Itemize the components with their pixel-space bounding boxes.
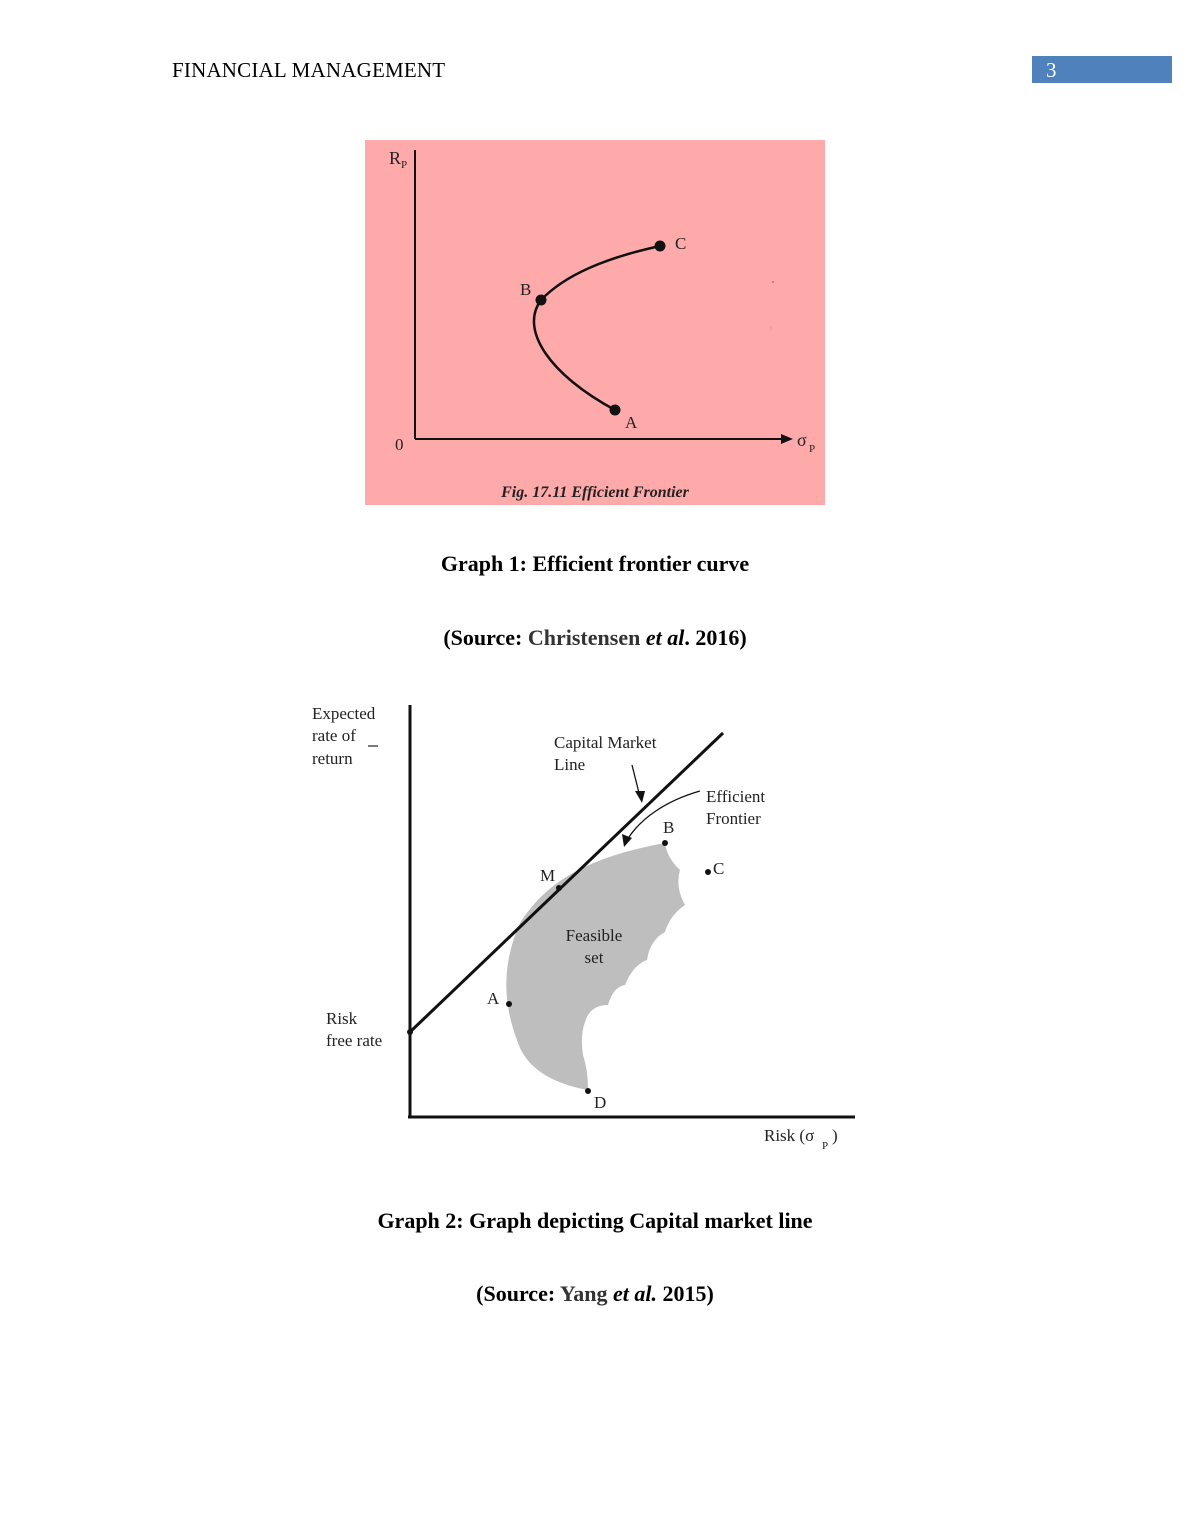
source-etal: et al	[645, 625, 685, 650]
graph2-source	[0, 1281, 1190, 1307]
x-axis-subscript: P	[809, 443, 816, 455]
source-etal: et al.	[613, 1281, 658, 1306]
source-prefix: (Source:	[476, 1281, 560, 1306]
graph2-caption: Graph 2: Graph depicting Capital market line	[377, 1208, 813, 1233]
source-author: Yang	[559, 1281, 614, 1306]
feasible-label-line1: Feasible	[565, 926, 623, 945]
point-d-marker	[585, 1088, 591, 1094]
risk-free-label-line1: Risk	[326, 1009, 358, 1028]
source-year: 2015)	[657, 1281, 714, 1306]
capital-market-line-figure	[295, 695, 870, 1170]
y-axis-label-line3: return	[312, 749, 353, 768]
x-axis-subscript: P	[822, 1140, 829, 1152]
y-axis-label-line1: Expected	[312, 704, 376, 723]
cml-arrowhead	[635, 791, 645, 803]
page-number: 3	[1046, 58, 1057, 82]
point-c-label: C	[675, 234, 687, 253]
x-axis-label-close: )	[832, 1126, 838, 1145]
point-b-marker	[536, 295, 547, 306]
point-b-label: B	[520, 280, 532, 299]
source-author: Christensen	[527, 625, 646, 650]
page-number-badge	[1032, 56, 1172, 83]
point-m-label: M	[540, 866, 556, 885]
source-year: . 2016)	[684, 625, 747, 650]
speck-mark	[772, 281, 774, 283]
x-axis-label: Risk (σ	[764, 1126, 815, 1145]
y-axis-label-line2: rate of	[312, 726, 356, 745]
frontier-label-line2: Frontier	[706, 809, 761, 828]
point-a-label: A	[487, 989, 500, 1008]
graph1-source	[0, 625, 1190, 651]
point-a-marker	[610, 405, 621, 416]
cml-label-line2: Line	[554, 755, 586, 774]
point-b-label: B	[663, 818, 675, 837]
y-axis-subscript: P	[401, 159, 408, 171]
running-header-title: FINANCIAL MANAGEMENT	[172, 58, 446, 82]
point-m-marker	[556, 885, 562, 891]
point-c-marker	[655, 241, 666, 252]
source-prefix: (Source:	[443, 625, 528, 650]
y-axis-label: R	[389, 148, 402, 168]
figure-background	[365, 140, 825, 505]
figure-caption: Fig. 17.11 Efficient Frontier	[501, 484, 689, 501]
feasible-label-line2: set	[584, 948, 604, 967]
cml-label-line1: Capital Market	[554, 733, 657, 752]
risk-free-marker	[407, 1029, 413, 1035]
frontier-label-line1: Efficient	[706, 787, 766, 806]
efficient-frontier-figure	[365, 140, 825, 505]
graph1-caption: Graph 1: Efficient frontier curve	[440, 551, 750, 576]
point-a-marker	[506, 1001, 512, 1007]
risk-free-label-line2: free rate	[326, 1031, 383, 1050]
x-axis-label: σ	[797, 430, 807, 450]
point-c-label: C	[713, 859, 725, 878]
origin-label: 0	[395, 435, 404, 454]
point-b-marker	[662, 840, 668, 846]
point-c-marker	[705, 869, 711, 875]
frontier-arrowhead	[622, 834, 632, 847]
point-d-label: D	[594, 1093, 607, 1112]
point-a-label: A	[625, 413, 638, 432]
